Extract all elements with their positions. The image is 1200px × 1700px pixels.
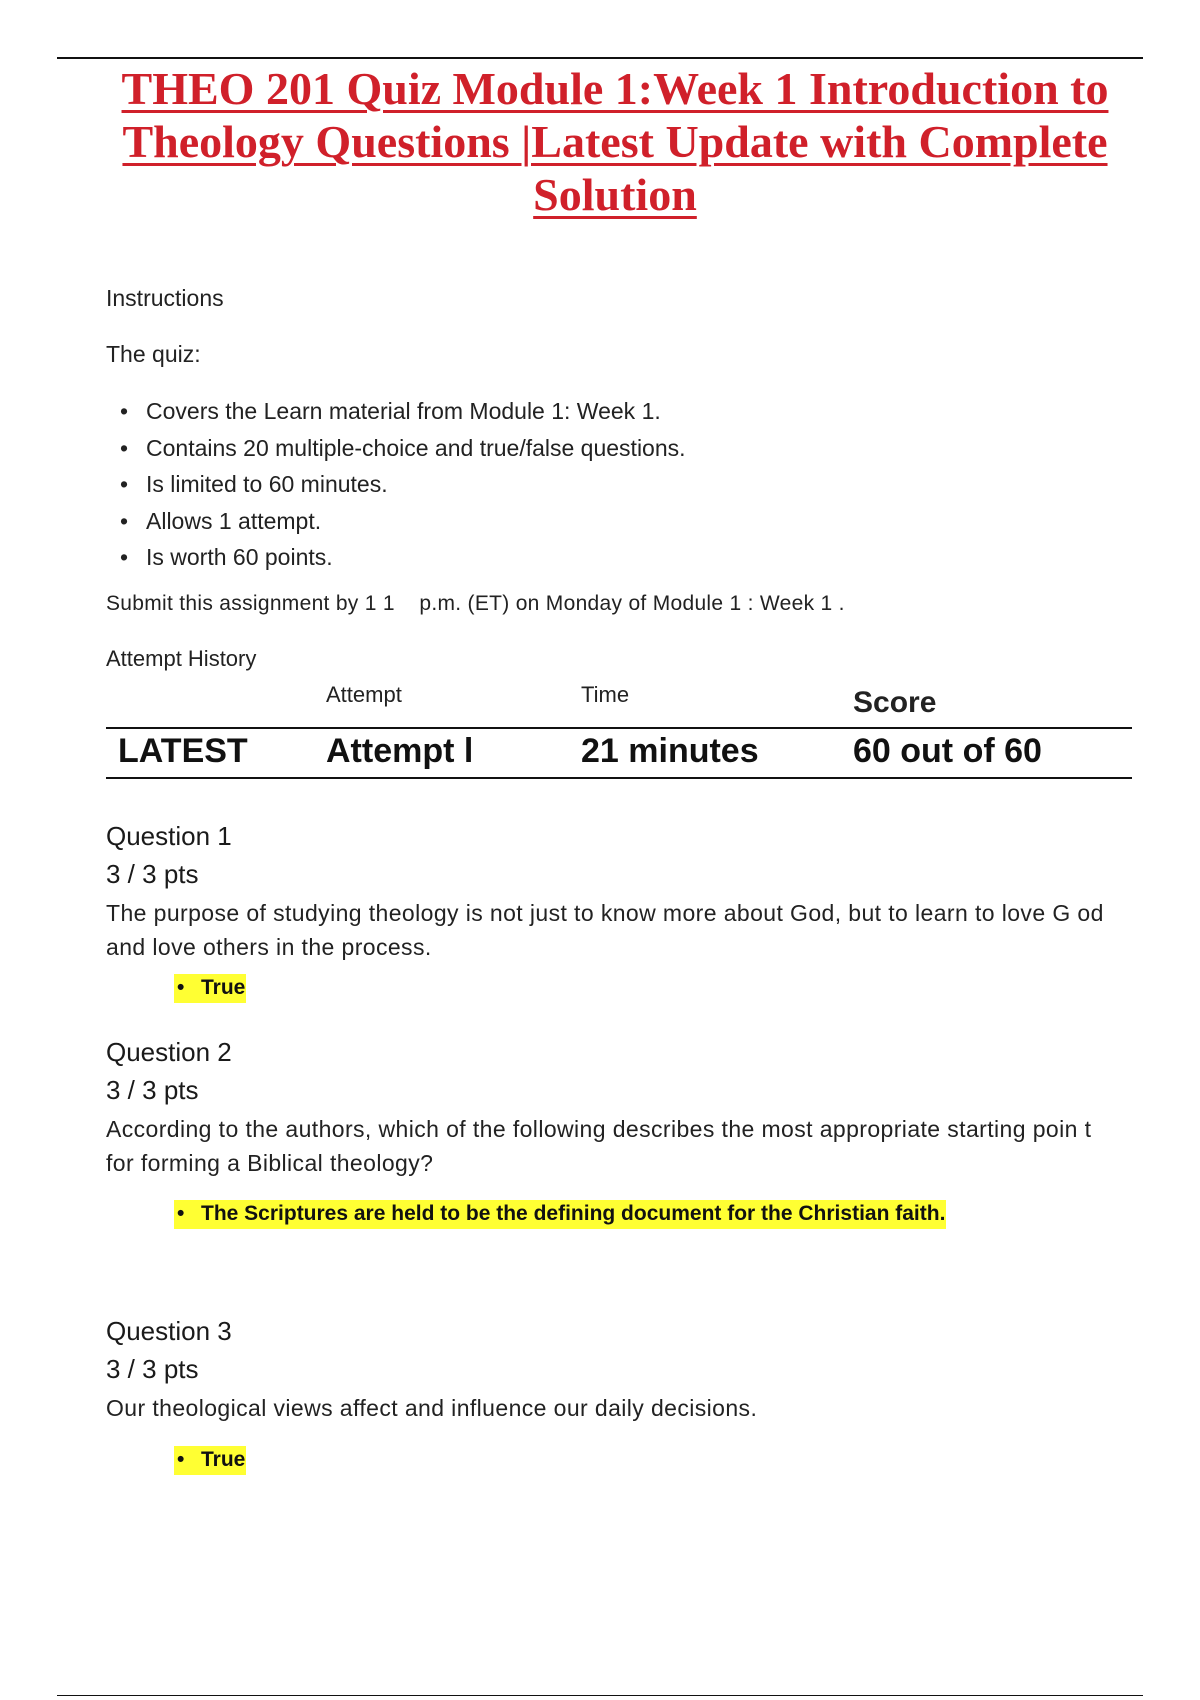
- question-3-text: Our theological views affect and influence our daily decisions.: [106, 1395, 758, 1421]
- bullet-icon: •: [120, 544, 129, 570]
- score-cell: 60 out of 60: [853, 732, 1042, 770]
- bullet-icon: •: [120, 434, 129, 461]
- question-2-text: According to the authors, which of the following describes the most appropriate starting poin t for forming a Biblical theology?: [106, 1116, 1092, 1176]
- question-3-title: Question 3: [106, 1316, 232, 1346]
- list-item: • Covers the Learn material from Module 1: Week 1.: [120, 398, 661, 424]
- quiz-details-list: [106, 396, 686, 579]
- instructions-heading: Instructions: [106, 285, 224, 311]
- time-column-header: Time: [581, 682, 630, 707]
- bottom-divider: [57, 1695, 1143, 1696]
- bullet-icon: •: [177, 1448, 185, 1471]
- table-top-border: [106, 727, 1132, 729]
- question-3-answer: • True: [174, 1446, 246, 1475]
- list-item: • Is limited to 60 minutes.: [120, 471, 388, 497]
- question-2-title: Question 2: [106, 1037, 232, 1067]
- score-column-header: Score: [853, 686, 937, 719]
- document-title: THEO 201 Quiz Module 1:Week 1 Introduction to Theology Questions |Latest Update with Complete Solution: [121, 63, 1109, 220]
- bullet-icon: •: [120, 471, 129, 497]
- bullet-icon: •: [120, 507, 129, 534]
- bullet-icon: •: [177, 1202, 185, 1225]
- question-1-text: The purpose of studying theology is not just to know more about God, but to learn to love G od and love others in the process.: [106, 900, 1104, 960]
- bullet-icon: •: [177, 976, 185, 999]
- list-item: • Contains 20 multiple-choice and true/false questions.: [120, 434, 686, 461]
- question-1-title: Question 1: [106, 821, 232, 851]
- attempt-history-heading: Attempt History: [106, 646, 257, 671]
- attempt-column-header: Attempt: [326, 682, 402, 707]
- list-item: • Allows 1 attempt.: [120, 507, 322, 534]
- time-cell: 21 minutes: [581, 732, 759, 770]
- bullet-icon: •: [120, 398, 129, 424]
- question-2-points: 3 / 3 pts: [106, 1075, 199, 1105]
- table-bottom-border: [106, 777, 1132, 779]
- latest-label: LATEST: [118, 732, 248, 770]
- question-3-points: 3 / 3 pts: [106, 1354, 199, 1384]
- question-1-points: 3 / 3 pts: [106, 859, 199, 889]
- submit-deadline-note: Submit this assignment by 1 1 p.m. (ET) on Monday of Module 1 : Week 1 .: [106, 592, 845, 615]
- top-divider: [57, 57, 1143, 59]
- quiz-label: The quiz:: [106, 341, 201, 367]
- list-item: • Is worth 60 points.: [120, 544, 333, 570]
- question-2-answer: • The Scriptures are held to be the defining document for the Christian faith.: [174, 1200, 946, 1229]
- attempt-cell: Attempt l: [326, 732, 474, 770]
- question-1-answer: • True: [174, 974, 246, 1003]
